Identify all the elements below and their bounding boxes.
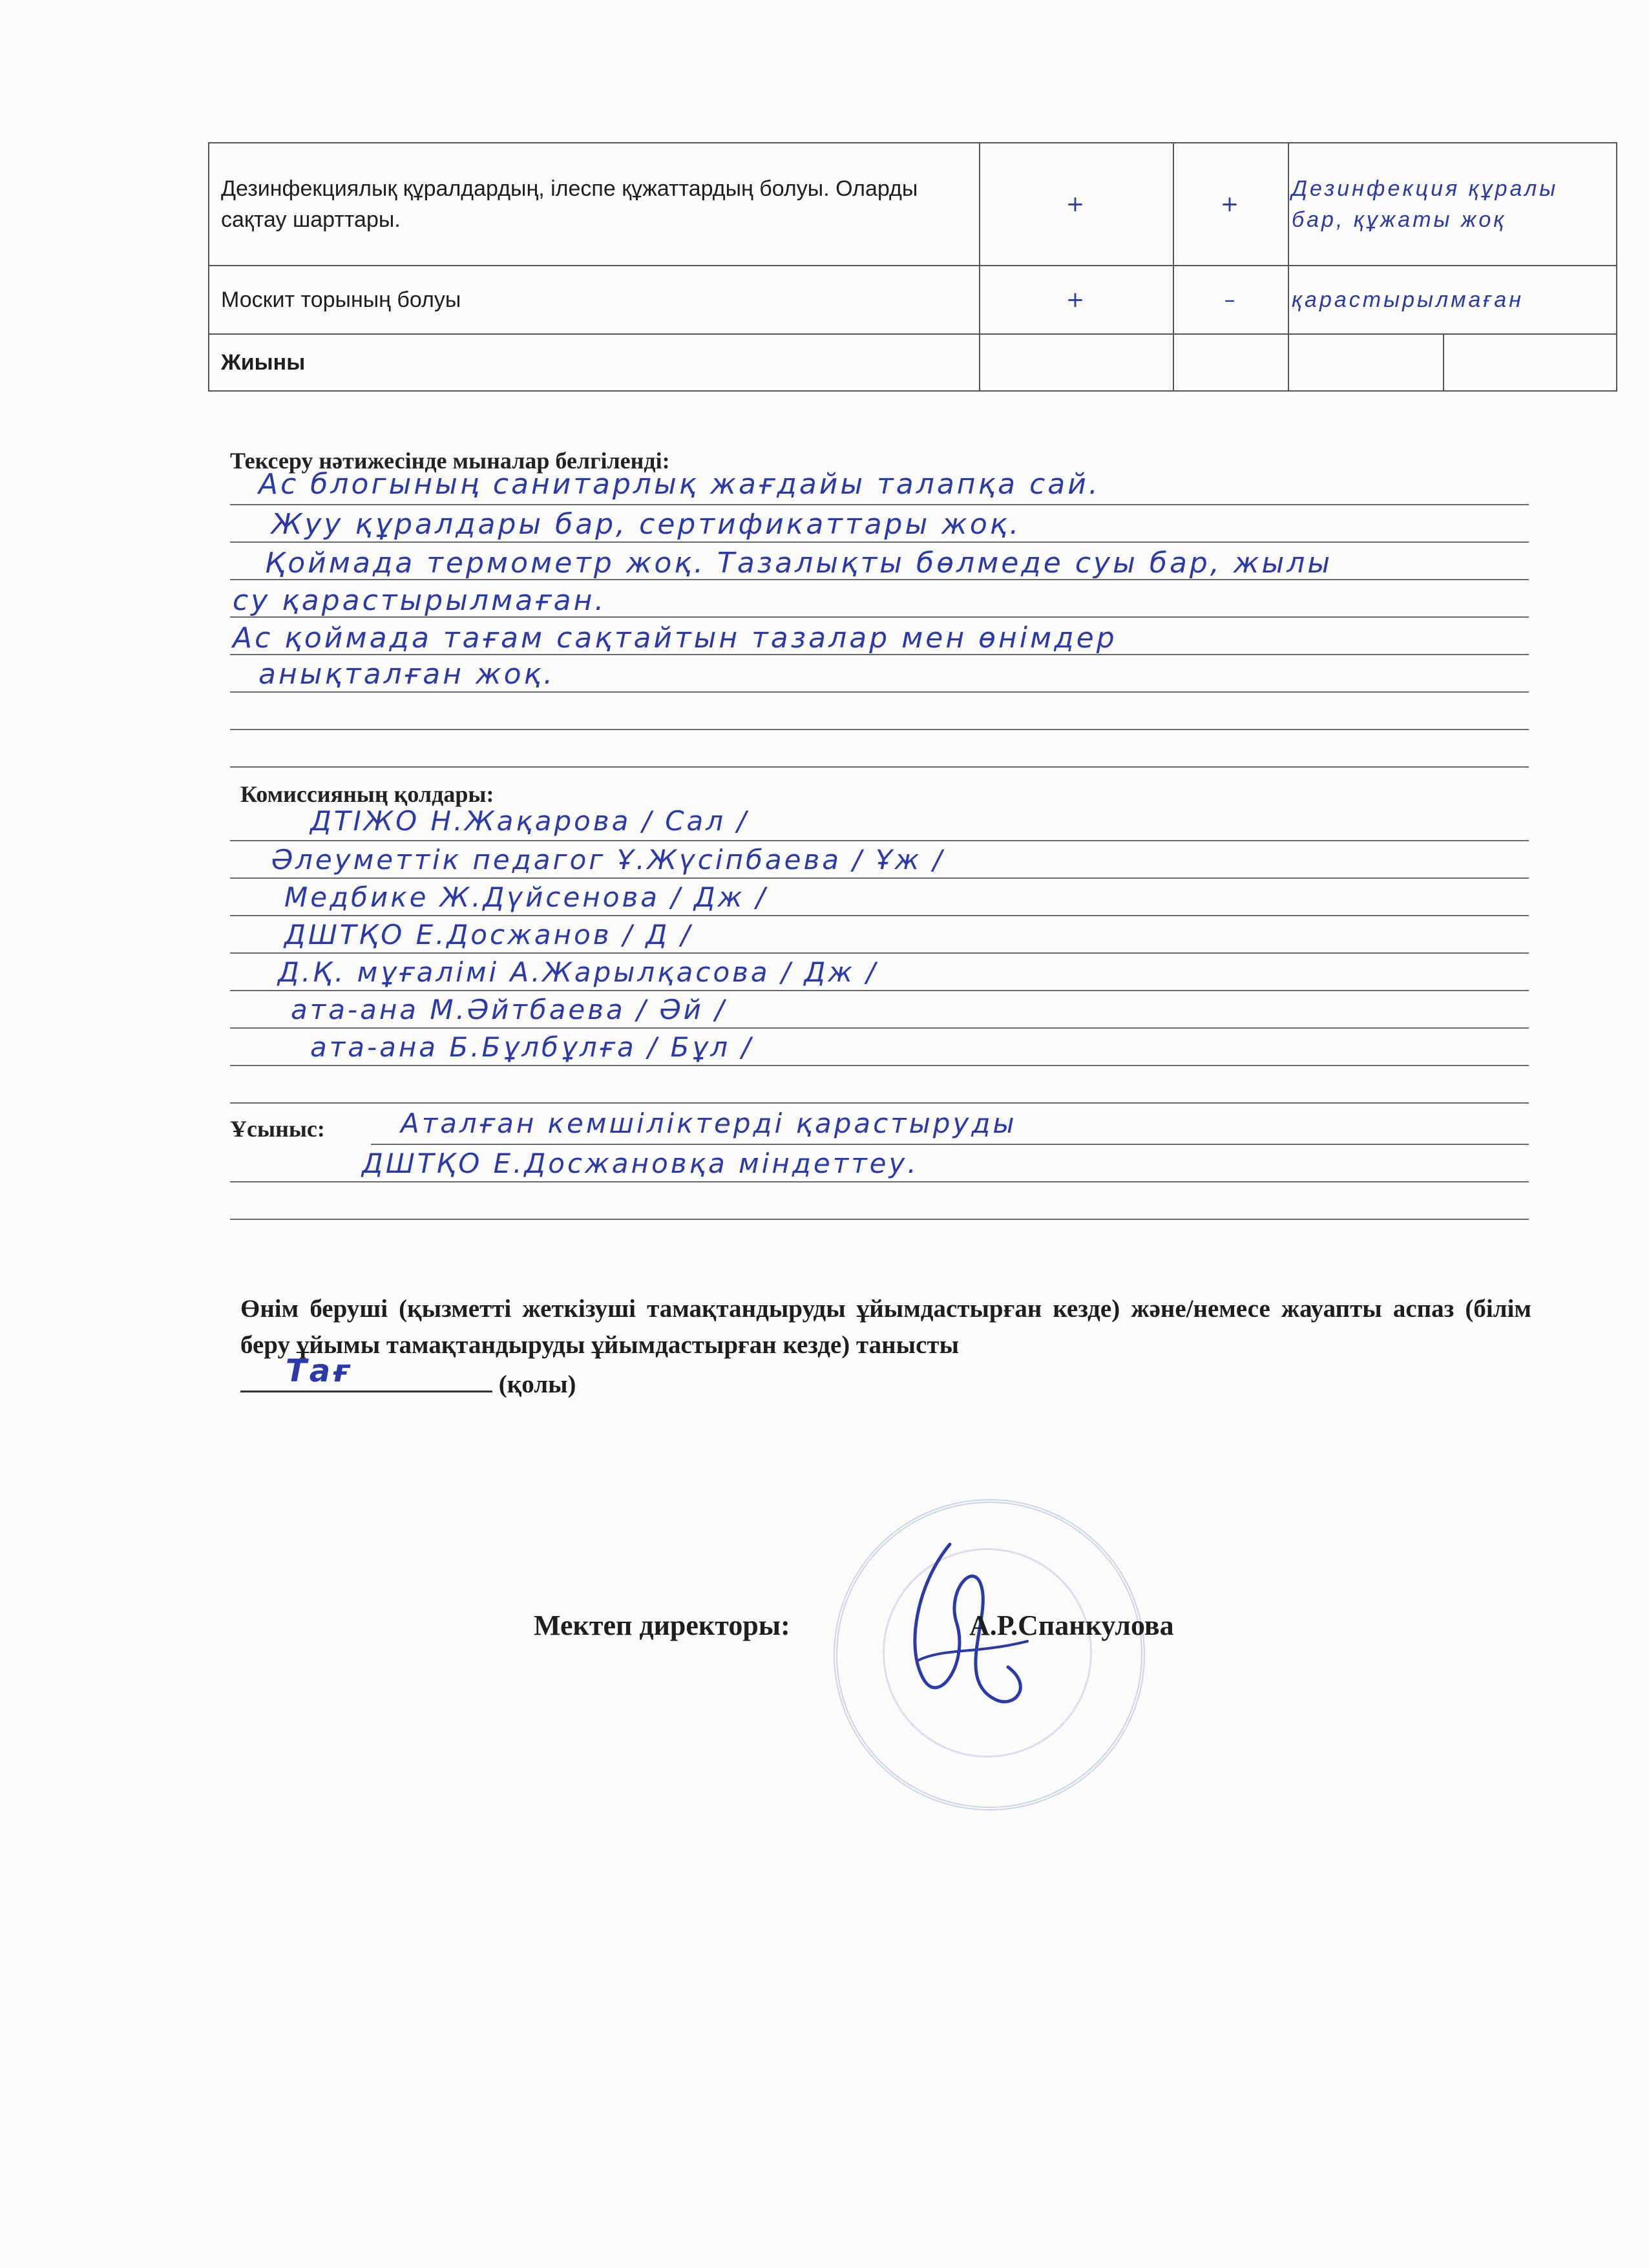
ruled-line bbox=[230, 541, 1529, 543]
finding-line: Ас блогының санитарлық жағдайы талапқа сай. bbox=[258, 468, 1100, 501]
finding-line: Жуу құралдары бар, сертификаттары жоқ. bbox=[271, 508, 1022, 541]
signature-underline bbox=[240, 1353, 492, 1392]
criterion-cell: Москит торының болуы bbox=[209, 266, 980, 334]
ruled-line bbox=[230, 766, 1529, 768]
ruled-line bbox=[230, 990, 1529, 991]
empty-cell bbox=[1173, 334, 1288, 391]
signature-suffix: (қолы) bbox=[498, 1370, 576, 1398]
table-row bbox=[209, 266, 1617, 334]
commission-member: Әлеуметтік педагог Ұ.Жүсіпбаева / Ұж / bbox=[271, 844, 945, 876]
ruled-line bbox=[230, 729, 1529, 730]
director-name: А.Р.Спанкулова bbox=[969, 1610, 1174, 1641]
ruled-line bbox=[230, 877, 1529, 879]
empty-cell bbox=[1288, 334, 1444, 391]
note-cell: Дезинфекция құралы бар, құжаты жоқ bbox=[1288, 143, 1617, 266]
table-row bbox=[209, 143, 1617, 266]
ruled-line bbox=[230, 1219, 1529, 1220]
total-label-cell: Жиыны bbox=[209, 334, 980, 391]
inspection-table bbox=[208, 142, 1617, 392]
commission-heading: Комиссияның қолдары: bbox=[240, 781, 494, 807]
ruled-line bbox=[230, 915, 1529, 916]
finding-line: Қоймада термометр жоқ. Тазалықты бөлмеде суы бар, жылы bbox=[265, 547, 1333, 580]
commission-member: ата-ана М.Әйтбаева / Әй / bbox=[291, 994, 727, 1025]
mark-cell: – bbox=[1173, 266, 1288, 334]
acknowledgement-text bbox=[240, 1291, 1531, 1363]
commission-member: ата-ана Б.Бұлбұлға / Бұл / bbox=[310, 1031, 753, 1063]
mark-cell: + bbox=[1173, 143, 1288, 266]
table-row bbox=[209, 334, 1617, 391]
proposal-label: Ұсыныс: bbox=[230, 1116, 325, 1142]
cook-signature: Тағ bbox=[286, 1353, 353, 1389]
proposal-line: ДШТҚО Е.Досжановқа міндеттеу. bbox=[362, 1148, 919, 1179]
acknowledgement-body: Өнім беруші (қызметті жеткізуші тамақтандыруды ұйымдастырған кезде) және/немесе жауапты аспаз (білім беру ұйымы тамақтандыруды ұйымдастырған кезде) танысты bbox=[240, 1295, 1531, 1359]
empty-cell bbox=[980, 334, 1173, 391]
mark-cell: + bbox=[980, 266, 1173, 334]
proposal-line: Аталған кемшіліктерді қарастыруды bbox=[401, 1108, 1017, 1139]
commission-member: ДТІЖО Н.Жақарова / Сал / bbox=[310, 805, 749, 837]
finding-line: су қарастырылмаған. bbox=[233, 584, 607, 617]
ruled-line bbox=[230, 840, 1529, 841]
ruled-line bbox=[230, 952, 1529, 954]
ruled-line bbox=[230, 1065, 1529, 1066]
ruled-line bbox=[230, 1102, 1529, 1104]
ruled-line bbox=[230, 504, 1529, 505]
acknowledgement-signature-line bbox=[240, 1353, 576, 1399]
ruled-line bbox=[230, 691, 1529, 693]
note-cell: қарастырылмаған bbox=[1288, 266, 1617, 334]
mark-cell: + bbox=[980, 143, 1173, 266]
empty-cell bbox=[1444, 334, 1617, 391]
finding-line: анықталған жоқ. bbox=[258, 658, 556, 691]
findings-heading: Тексеру нәтижесінде мыналар белгіленді: bbox=[230, 448, 670, 474]
ruled-line bbox=[230, 1181, 1529, 1182]
commission-member: Медбике Ж.Дүйсенова / Дж / bbox=[284, 881, 768, 913]
finding-line: Ас қоймада тағам сақтайтын тазалар мен өнімдер bbox=[233, 622, 1117, 655]
ruled-line bbox=[230, 1027, 1529, 1029]
ruled-line bbox=[371, 1144, 1529, 1145]
director-label: Мектеп директоры: bbox=[534, 1610, 790, 1641]
criterion-cell: Дезинфекциялық құралдардың, ілеспе құжаттардың болуы. Оларды сақтау шарттары. bbox=[209, 143, 980, 266]
commission-member: ДШТҚО Е.Досжанов / Д / bbox=[284, 919, 693, 950]
commission-member: Д.Қ. мұғалімі А.Жарылқасова / Дж / bbox=[278, 956, 878, 988]
